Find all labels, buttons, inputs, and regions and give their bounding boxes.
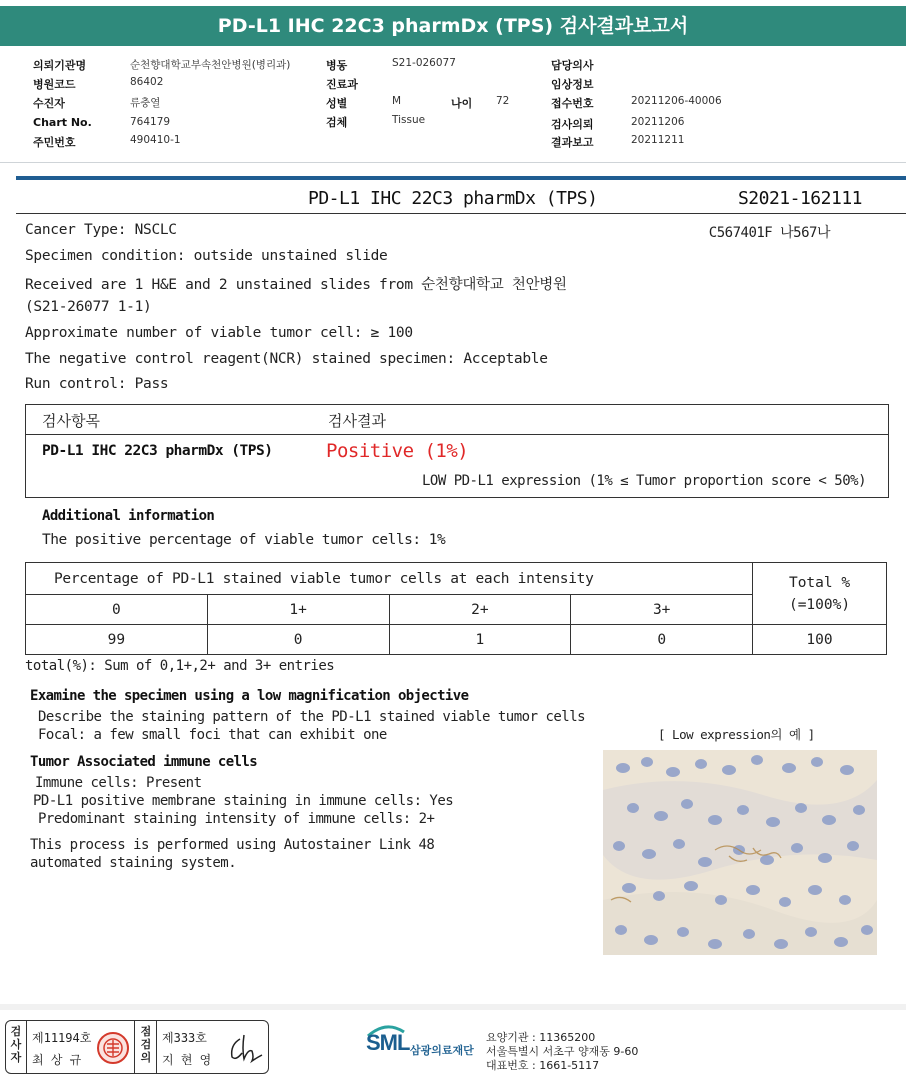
info-value: Tissue xyxy=(392,114,426,126)
immune-heading: Tumor Associated immune cells xyxy=(30,754,258,770)
signature-box xyxy=(5,1020,269,1074)
seal-icon xyxy=(96,1031,130,1065)
intensity-table xyxy=(25,562,887,655)
intensity-col: 2+ xyxy=(389,595,571,625)
intensity-col: 1+ xyxy=(207,595,389,625)
info-value: 490410-1 xyxy=(130,134,181,146)
result-col-item: 검사항목 xyxy=(42,412,100,430)
inspector-label: 검사자 xyxy=(10,1025,22,1064)
report-line: (S21-26077 1-1) xyxy=(25,299,152,315)
info-value: 20211211 xyxy=(631,134,685,146)
specimen-code: C567401F 나567나 xyxy=(708,225,830,241)
examine-heading: Examine the specimen using a low magnification objective xyxy=(30,688,469,704)
inspector-number: 제11194호 xyxy=(32,1031,92,1045)
org-logo: SML xyxy=(366,1030,410,1055)
intensity-value: 0 xyxy=(207,625,389,655)
info-value: 20211206 xyxy=(631,116,685,128)
info-label: 병동 xyxy=(326,59,348,72)
info-label: 주민번호 xyxy=(33,136,76,149)
patient-info xyxy=(0,52,906,152)
info-label: 병원코드 xyxy=(33,78,76,91)
additional-heading: Additional information xyxy=(42,508,215,524)
info-label: 결과보고 xyxy=(551,136,594,149)
intensity-col: 0 xyxy=(26,595,208,625)
info-label: 성별 xyxy=(326,97,348,110)
info-label: 진료과 xyxy=(326,78,358,91)
result-col-result: 검사결과 xyxy=(328,412,386,430)
table-header: Percentage of PD-L1 stained viable tumor cells at each intensity xyxy=(26,563,753,595)
footer-divider xyxy=(0,1004,906,1010)
process-line: This process is performed using Autostainer Link 48 xyxy=(30,837,435,853)
immune-line: Predominant staining intensity of immune cells: 2+ xyxy=(38,811,435,827)
org-address-line: 서울특별시 서초구 양재동 9-60 xyxy=(486,1045,639,1058)
result-header-row xyxy=(26,405,888,435)
process-line: automated staining system. xyxy=(30,855,237,871)
result-note: LOW PD-L1 expression (1% ≤ Tumor proportion score < 50%) xyxy=(421,473,866,489)
total-header-line2: (=100%) xyxy=(788,596,851,613)
info-label: 검체 xyxy=(326,116,348,129)
immune-line: Immune cells: Present xyxy=(35,775,202,791)
histology-image-graphic xyxy=(603,750,877,955)
info-value: 764179 xyxy=(130,116,171,128)
info-value: 류충열 xyxy=(130,97,161,109)
info-label: 담당의사 xyxy=(551,59,594,72)
table-footnote: total(%): Sum of 0,1+,2+ and 3+ entries xyxy=(25,658,335,674)
info-label: Chart No. xyxy=(33,116,92,129)
report-line: Run control: Pass xyxy=(25,376,169,392)
result-value: Positive (1%) xyxy=(326,440,469,462)
immune-line: PD-L1 positive membrane staining in immune cells: Yes xyxy=(33,793,454,809)
total-header-line1: Total % xyxy=(788,574,851,591)
result-box xyxy=(25,404,889,498)
reviewer-number: 제333호 xyxy=(162,1031,207,1045)
org-address-line: 요양기관 : 11365200 xyxy=(486,1031,596,1044)
info-value: S21-026077 xyxy=(392,57,456,69)
info-label: 수진자 xyxy=(33,97,65,110)
intensity-value: 1 xyxy=(389,625,571,655)
divider xyxy=(16,213,906,214)
divider xyxy=(16,176,906,180)
additional-text: The positive percentage of viable tumor cells: 1% xyxy=(42,532,446,548)
info-label: 의뢰기관명 xyxy=(33,59,87,72)
divider xyxy=(0,162,906,163)
info-value: 86402 xyxy=(130,76,164,88)
report-line: Received are 1 H&E and 2 unstained slides from 순천향대학교 천안병원 xyxy=(25,277,567,293)
report-line: Approximate number of viable tumor cell: ≥ 100 xyxy=(25,325,413,341)
info-label: 접수번호 xyxy=(551,97,594,110)
info-value: 20211206-40006 xyxy=(631,95,722,107)
total-value: 100 xyxy=(753,625,887,655)
age-value: 72 xyxy=(496,95,510,107)
signature-icon xyxy=(226,1031,264,1065)
age-label: 나이 xyxy=(451,97,473,110)
org-address-line: 대표번호 : 1661-5117 xyxy=(486,1059,600,1072)
info-label: 검사의뢰 xyxy=(551,118,594,131)
inspector-name: 최 상 규 xyxy=(32,1053,82,1067)
intensity-value: 0 xyxy=(571,625,753,655)
reviewer-label: 점검의 xyxy=(140,1025,152,1064)
histology-image xyxy=(603,750,877,955)
test-name: PD-L1 IHC 22C3 pharmDx (TPS) xyxy=(308,188,598,209)
report-title: PD-L1 IHC 22C3 pharmDx (TPS) 검사결과보고서 xyxy=(0,6,906,46)
report-line: The negative control reagent(NCR) stained specimen: Acceptable xyxy=(25,351,548,367)
report-id: S2021-162111 xyxy=(737,188,862,209)
intensity-value: 99 xyxy=(26,625,208,655)
reviewer-name: 지 현 영 xyxy=(162,1053,212,1067)
info-value: 순천향대학교부속천안병원(병리과) xyxy=(130,59,291,71)
intensity-col: 3+ xyxy=(571,595,753,625)
info-label: 임상정보 xyxy=(551,78,594,91)
examine-line: Describe the staining pattern of the PD-L1 stained viable tumor cells xyxy=(38,709,586,725)
examine-line: Focal: a few small foci that can exhibit one xyxy=(38,727,387,743)
info-value: M xyxy=(392,95,402,107)
report-line: Cancer Type: NSCLC xyxy=(25,222,177,238)
image-caption: [ Low expression의 예 ] xyxy=(658,727,815,742)
total-header xyxy=(753,563,887,625)
org-name: 삼광의료재단 xyxy=(410,1044,474,1057)
result-item: PD-L1 IHC 22C3 pharmDx (TPS) xyxy=(42,443,273,459)
report-line: Specimen condition: outside unstained slide xyxy=(25,248,388,264)
